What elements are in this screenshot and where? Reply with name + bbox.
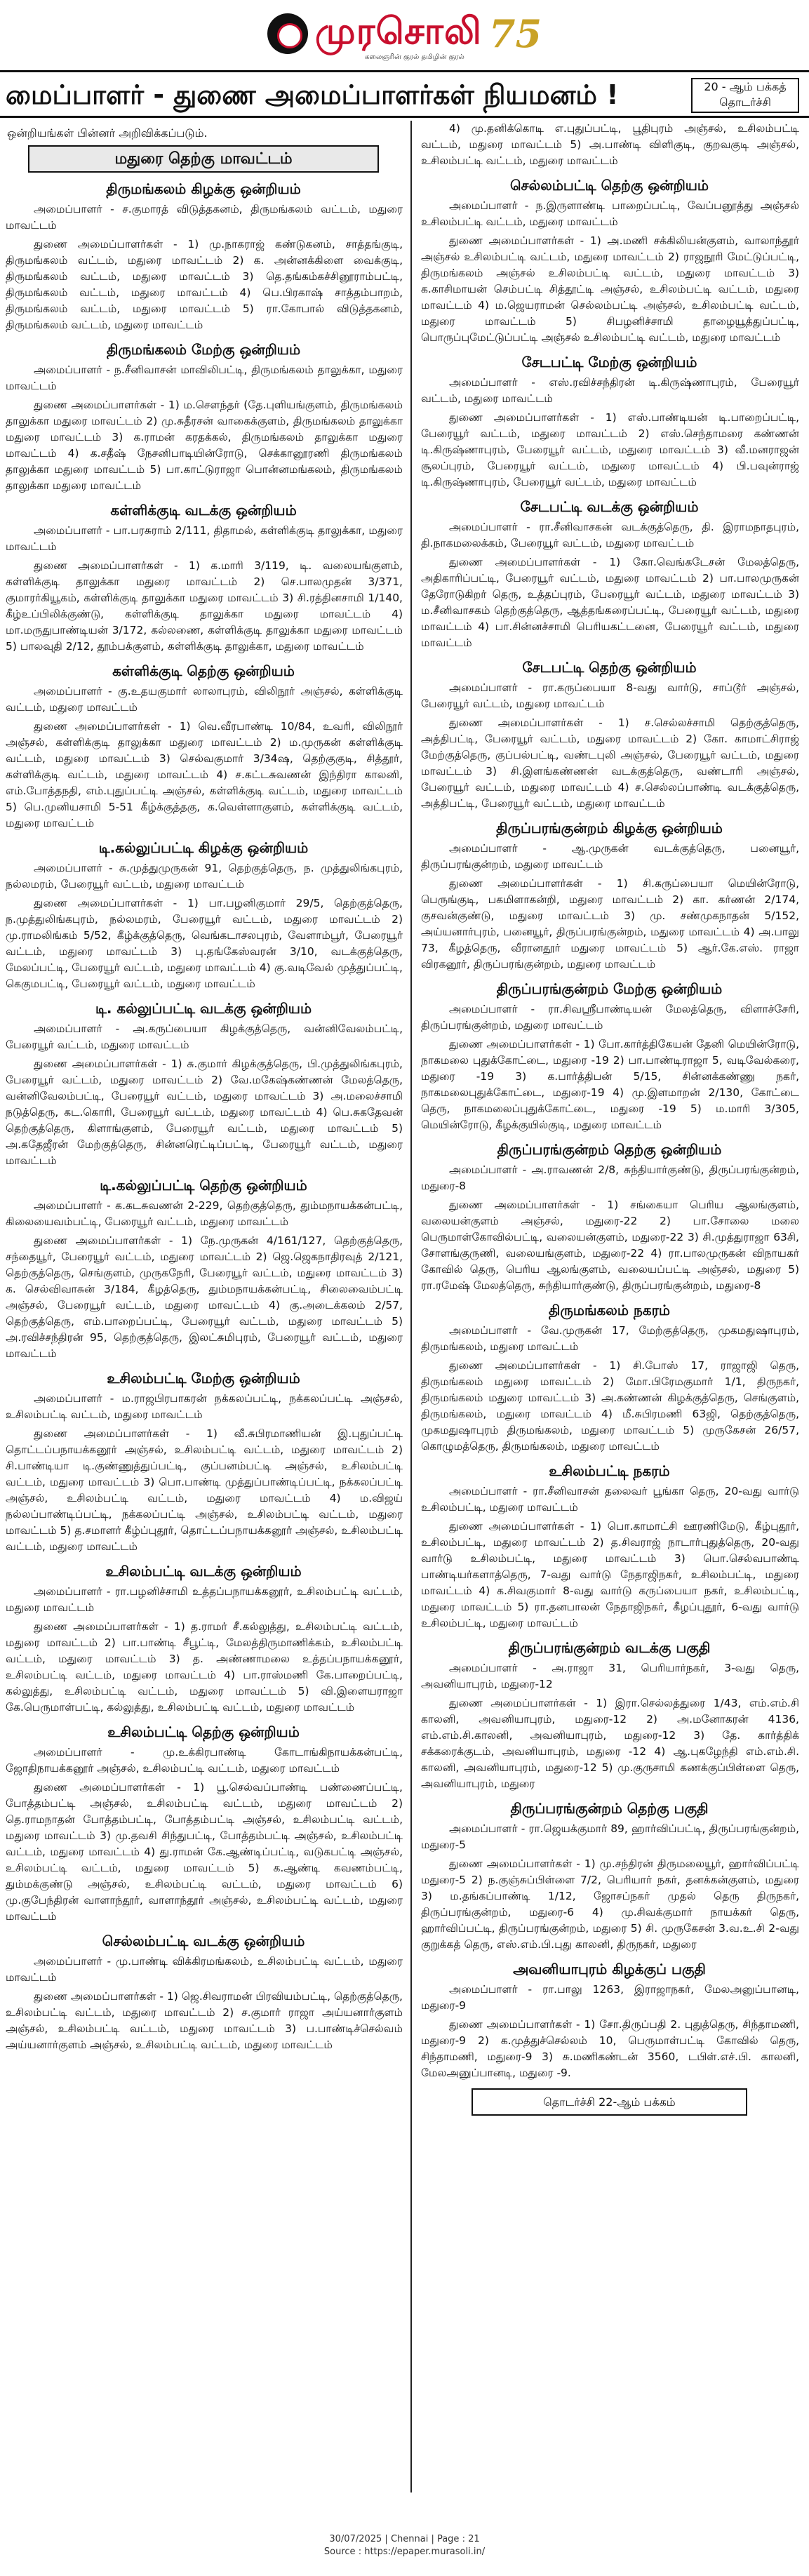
deputy-organizers-paragraph: துணை அமைப்பாளர்கள் - 1) பொ.காமாட்சி ஊரணிமேடு, கீழ்புதூர், உசிலம்பட்டி, மதுரை மாவட்டம் 2) த.சிவராஜ் நாடார்புதுத்தெரு, 20-வது வார்டு உசிலம்பட்டி, மதுரை மாவட்டம் 3) பொ.செல்வபாண்டி பாண்டியர்களாத்தெரு, 7-வது வார்டு நேதாஜிநகர், உசிலம்பட்டி, மதுரை மாவட்டம் 4) க.சிவகுமார் 8-வது வார்டு கருப்பையா நகர், உசிலம்பட்டி, மதுரை மாவட்டம் 5) ரா.தனபாலன் நேதாஜிநகர், கீழப்புதூர், 6-வது வார்டு உசிலம்பட்டி, மதுரை மாவட்டம் xyxy=(421,1520,799,1629)
organizer-paragraph: அமைப்பாளர் - ச.குமாரத் விடுத்தகனம், திருமங்கலம் வட்டம், மதுரை மாவட்டம் xyxy=(6,203,403,232)
masthead-tagline: கலைஞரின் குரல் தமிழின் குரல் xyxy=(365,53,464,61)
deputy-organizers-paragraph: துணை அமைப்பாளர்கள் - 1) ம.செளந்தர் (தே.புளியங்குளம், திருமங்கலம் தாலுக்கா மதுரை மாவட்டம் 2) மு.சுதீரசன் வாகைக்குளம், திருமங்கலம் தாலுக்கா மதுரை மாவட்டம் 3) க.ராமன் கரதக்கல், திருமங்கலம் தாலுக்கா மதுரை மாவட்டம் 4) க.சதீஷ் நேசனிபாடியின்ரோடு, செக்கானூரணி திருமங்கலம் தாலுக்கா மதுரை மாவட்டம் 5) பா.காட்டுராஜா பொன்னமங்கலம், திருமங்கலம் தாலுக்கா மதுரை மாவட்டம் xyxy=(6,399,403,492)
deputy-organizers-paragraph: துணை அமைப்பாளர்கள் - 1) க.மாரி 3/119, டி. வலையங்குளம், கள்ளிக்குடி தாலுக்கா மதுரை மாவட்டம் 2) செ.பாலமுதன் 3/371, குமாரர்கியூகம், கள்ளிக்குடி தாலுக்கா மதுரை மாவட்டம் 3) சி.ரத்தினசாமி 1/140, கீழ்உப்பிலிக்குண்டு, கள்ளிக்குடி தாலுக்கா மதுரை மாவட்டம் 4) மா.மருதுபாண்டியன் 3/172, கல்லணை, கள்ளிக்குடி தாலுக்கா மதுரை மாவட்டம் 5) பாலவுதி 2/12, தூம்பக்குளம், கள்ளிக்குடி தாலுக்கா, மதுரை மாவட்டம் xyxy=(6,559,403,653)
deputy-organizers-paragraph: துணை அமைப்பாளர்கள் - 1) எஸ்.பாண்டியன் டி.பாறைப்பட்டி, பேரையூர் வட்டம், மதுரை மாவட்டம் 2) எஸ்.செந்தாமரை கண்ணன் டி.கிருஷ்ணாபுரம், பேரையூர் வட்டம், மதுரை மாவட்டம் 3) வீ.மனராஜன் சூலப்புரம், பேரையூர் வட்டம், மதுரை மாவட்டம் 4) பி.பவுன்ராஜ் டி.கிருஷ்ணாபுரம், பேரையூர் வட்டம், மதுரை மாவட்டம் xyxy=(421,411,799,488)
right-column xyxy=(415,121,803,2116)
left-column xyxy=(0,121,407,2056)
masthead xyxy=(0,0,809,67)
footer-source: Source : https://epaper.murasoli.in/ xyxy=(323,2547,486,2557)
continuation-line1: 20 - ஆம் பக்கத் xyxy=(704,80,787,93)
continuation-line2: தொடர்ச்சி xyxy=(719,95,771,109)
deputy-organizers-paragraph: துணை அமைப்பாளர்கள் - 1) சி.கருப்பையா மெயின்ரோடு, பெருங்குடி, பகமிளாகன்றி, மதுரை மாவட்டம் 2) கா. கர்ணன் 2/174, குசவன்குண்டு, மதுரை மாவட்டம் 3) மு. சண்முகநாதன் 5/152, அய்யனார்புரம், பனையூர், திருப்பரங்குன்றம், மதுரை மாவட்டம் 4) அ.பாலு 73, கீழத்தெரு, வீரானதூர் மதுரை மாவட்டம் 5) ஆர்.கே.எஸ். ராஜா விரகனூர், திருப்பரங்குன்றம், மதுரை மாவட்டம் xyxy=(421,877,799,970)
deputy-organizers-paragraph: துணை அமைப்பாளர்கள் - 1) சு.குமார் கிழக்குத்தெரு, பி.முத்துலிங்கபுரம், பேரையூர் வட்டம், மதுரை மாவட்டம் 2) வே.மகேஷ்கண்ணன் மேலத்தெரு, வன்னிவேலம்பட்டி, பேரையூர் வட்டம், மதுரை மாவட்டம் 3) அ.மலைச்சாமி நடுத்தெரு, கட.கொரி, பேரையூர் வட்டம், மதுரை மாவட்டம் 4) பெ.சுகதேவன் தெற்குத்தெரு, கிளாங்குளம், பேரையூர் வட்டம், மதுரை மாவட்டம் 5) அ.கதேஜீரன் மேற்குத்தெரு, சின்னரெட்டிப்பட்டி, பேரையூர் வட்டம், மதுரை மாவட்டம் xyxy=(6,1057,403,1167)
union-title: சேடபட்டி வடக்கு ஒன்றியம் xyxy=(520,498,699,515)
organizer-paragraph: அமைப்பாளர் - ரா.பழனிச்சாமி உத்தப்பநாயக்கனூர், உசிலம்பட்டி வட்டம், மதுரை மாவட்டம் xyxy=(6,1585,403,1614)
deputy-organizers-paragraph: துணை அமைப்பாளர்கள் - 1) போ.கார்த்திகேயன் தேனி மெயின்ரோடு, நாகமலை புதுக்கோட்டை, மதுரை -19 2) பா.பாண்டிராஜா 5, வடிவேல்கரை, மதுரை -19 3) க.பார்த்திபன் 5/15, சின்னக்கண்ணு நகர், நாகமலைபுதுக்கோட்டை, மதுரை-19 4) மு.இளமாறன் 2/130, கோட்டை தெரு, நாகமலைப்புதுக்கோட்டை, மதுரை -19 5) ம.மாரி 3/305, மெயின்ரோடு, கீழக்குயில்குடி, மதுரை மாவட்டம் xyxy=(421,1038,799,1131)
union-title: செல்லம்பட்டி தெற்கு ஒன்றியம் xyxy=(509,177,709,194)
deputy-organizers-paragraph: துணை அமைப்பாளர்கள் - 1) ஜெ.சிவராமன் பிரவியம்பட்டி, தெற்குத்தெரு, உசிலம்பட்டி வட்டம், மதுரை மாவட்டம் 2) ச.குமார் ராஜா அய்யனார்குளம் அஞ்சல், உசிலம்பட்டி வட்டம், மதுரை மாவட்டம் 3) ப.பாண்டிச்செல்வம் அய்யனார்குளம் அஞ்சல், உசிலம்பட்டி வட்டம், மதுரை மாவட்டம் xyxy=(6,1990,403,2051)
right-intro: 4) மு.தனிக்கொடி எ.புதுப்பட்டி, பூதிபுரம் அஞ்சல், உசிலம்பட்டி வட்டம், மதுரை மாவட்டம் 5) அ.பாண்டி விளிகுடி, குறவகுடி அஞ்சல், உசிலம்பட்டி வட்டம், மதுரை மாவட்டம் xyxy=(421,122,799,167)
party-emblem-icon xyxy=(267,13,308,54)
organizer-paragraph: அமைப்பாளர் - அ.கருப்பையா கிழக்குத்தெரு, வன்னிவேலம்பட்டி, பேரையூர் வட்டம், மதுரை மாவட்டம் xyxy=(6,1022,403,1051)
organizer-paragraph: அமைப்பாளர் - எஸ்.ரவிச்சந்திரன் டி.கிருஷ்ணாபுரம், பேரையூர் வட்டம், மதுரை மாவட்டம் xyxy=(421,376,799,405)
deputy-organizers-paragraph: துணை அமைப்பாளர்கள் - 1) சங்கையா பெரிய ஆலங்குளம், வலையன்குளம் அஞ்சல், மதுரை-22 2) பா.சோலை மலை பெருமாள்கோவில்பட்டி, வலையன்குளம், மதுரை-22 3) சி.முத்துராஜா 63சி, சோளங்குருணி, வலையங்குளம், மதுரை-22 4) ரா.பாலமுருகன் விநாயகர் கோவில் தெரு, பெரிய ஆலங்குளம், வலையப்பட்டி அஞ்சல், மதுரை 5) ரா.ரமேஷ் மேலத்தெரு, சுந்தியார்குண்டு, திருப்பரங்குன்றம், மதுரை-8 xyxy=(421,1199,799,1292)
left-sections xyxy=(0,181,407,2053)
organizer-paragraph: அமைப்பாளர் - ரா.பாலு 1263, இராஜாநகர், மேலஅனுப்பானடி, மதுரை-9 xyxy=(421,1983,799,2012)
district-heading: மதுரை தெற்கு மாவட்டம் xyxy=(28,145,379,173)
union-title: சேடபட்டி தெற்கு ஒன்றியம் xyxy=(522,659,697,676)
newspaper-name: முரசொலி xyxy=(314,10,482,53)
headline-bar xyxy=(0,70,809,118)
union-title: திருமங்கலம் கிழக்கு ஒன்றியம் xyxy=(106,180,301,197)
union-title: கள்ளிக்குடி தெற்கு ஒன்றியம் xyxy=(112,662,295,679)
organizer-paragraph: அமைப்பாளர் - பா.பரசுராம் 2/111, திதாமல், கள்ளிக்குடி தாலுக்கா, மதுரை மாவட்டம் xyxy=(6,524,403,553)
masthead-logo xyxy=(267,10,542,58)
deputy-organizers-paragraph: துணை அமைப்பாளர்கள் - 1) அ.மணி சக்கிலியன்குளம், வாலாந்தூர் அஞ்சல் உசிலம்பட்டி வட்டம், மதுரை மாவட்டம் 2) ராஜநூரி மேட்டுப்பட்டி, திருமங்கலம் அஞ்சல் உசிலம்பட்டி வட்டம், மதுரை மாவட்டம் 3) க.காசிமாயன் செம்பட்டி சித்தூட்டி அஞ்சல், உசிலம்பட்டி வட்டம், மதுரை மாவட்டம் 4) ம.ஜெயராமன் செல்லம்பட்டி அஞ்சல், உசிலம்பட்டி வட்டம், மதுரை மாவட்டம் 5) சிபழனிச்சாமி தாழையூத்துப்பட்டி, பொருப்புமேட்டுப்பட்டி அஞ்சல் உசிலம்பட்டி வட்டம், மதுரை மாவட்டம் xyxy=(421,234,799,344)
organizer-paragraph: அமைப்பாளர் - அ.ராஜா 31, பெரியார்நகர், 3-வது தெரு, அவனியாபுரம், மதுரை-12 xyxy=(421,1662,799,1690)
organizer-paragraph: அமைப்பாளர் - மு.பாண்டி விக்கிரமங்கலம், உசிலம்பட்டி வட்டம், மதுரை மாவட்டம் xyxy=(6,1955,403,1984)
union-title: திருப்பரங்குன்றம் கிழக்கு ஒன்றியம் xyxy=(496,820,723,836)
union-title: அவனியாபுரம் கிழக்குப் பகுதி xyxy=(513,1961,706,1977)
organizer-paragraph: அமைப்பாளர் - ரா.சீனிவாசகன் வடக்குத்தெரு, தி. இராமநாதபுரம், தி.நாகமலைக்கம், பேரையூர் வட்டம், மதுரை மாவட்டம் xyxy=(421,521,799,549)
deputy-organizers-paragraph: துணை அமைப்பாளர்கள் - 1) மு.சந்திரன் திருமலையூர், ஹார்விப்பட்டி மதுரை-5 2) ந.குஞ்சுப்பிள்ளை 7/2, பெரியார் நகர், தனக்கன்குளம், மதுரை 3) ம.தங்கப்பாண்டி 1/12, ஜோசப்நகர் முதல் தெரு திருநகர், திருப்பரங்குன்றம், மதுரை-6 4) மு.சிவக்குமார் நாயக்கர் தெரு, ஹார்விப்பட்டி, திருப்பரங்குன்றம், மதுரை 5) சி. முருகேசன் 3.வ.உ.சி 2-வது குறுக்கத் தெரு, எஸ்.எம்.பி.புது காலனி, திருநகர், மதுரை xyxy=(421,1857,799,1951)
deputy-organizers-paragraph: துணை அமைப்பாளர்கள் - 1) த.ராமர் சீ.கல்லுத்து, உசிலம்பட்டி வட்டம், மதுரை மாவட்டம் 2) பா.பாண்டி சீபூட்டி, மேலத்திருமாணிக்கம், உசிலம்பட்டி வட்டம், மதுரை மாவட்டம் 3) த. அண்ணாமலை உத்தப்பநாயக்கனூர், உசிலம்பட்டி வட்டம், மதுரை மாவட்டம் 4) பா.ராஸ்மணி கே.பாறைப்பட்டி, கல்லுத்து, உசிலம்பட்டி வட்டம், மதுரை மாவட்டம் 5) வி.இளையராஜா கே.பெருமாள்பட்டி, கல்லுத்து, உசிலம்பட்டி வட்டம், மதுரை மாவட்டம் xyxy=(6,1620,403,1714)
organizer-paragraph: அமைப்பாளர் - ஆ.முருகன் வடக்குத்தெரு, பனையூர், திருப்பரங்குன்றம், மதுரை மாவட்டம் xyxy=(421,842,799,871)
deputy-organizers-paragraph: துணை அமைப்பாளர்கள் - 1) மு.நாகராஜ் கண்டுகனம், சாத்தங்குடி, திருமங்கலம் வட்டம், மதுரை மாவட்டம் 2) க. அன்னக்கிளை வைக்குடி, திருமங்கலம் வட்டம், மதுரை மாவட்டம் 3) தெ.தங்கம்கச்சினூராம்பட்டி, திருமங்கலம் வட்டம், மதுரை மாவட்டம் 4) பெ.பிரகாஷ் சாத்தம்பாறம், திருமங்கலம் வட்டம், மதுரை மாவட்டம் 5) ரா.கோபால் விடுத்தகனம், திருமங்கலம் வட்டம், மதுரை மாவட்டம் xyxy=(6,238,403,331)
organizer-paragraph: அமைப்பாளர் - ந.இருளாண்டி பாறைப்பட்டி, வேப்பனூத்து அஞ்சல் உசிலம்பட்டி வட்டம், மதுரை மாவட்டம் xyxy=(421,199,799,228)
union-title: டி.கல்லுப்பட்டி கிழக்கு ஒன்றியம் xyxy=(98,839,309,856)
union-title: திருப்பரங்குன்றம் மேற்கு ஒன்றியம் xyxy=(496,980,723,997)
deputy-organizers-paragraph: துணை அமைப்பாளர்கள் - 1) பூ.செல்வப்பாண்டி பண்ணைப்பட்டி, போத்தம்பட்டி அஞ்சல், உசிலம்பட்டி வட்டம், மதுரை மாவட்டம் 2) தெ.ராமநாதன் போத்தம்பட்டி, போத்தம்பட்டி அஞ்சல், உசிலம்பட்டி வட்டம், மதுரை மாவட்டம் 3) மு.தவசி சிந்துபட்டி, போத்தம்பட்டி அஞ்சல், உசிலம்பட்டி வட்டம், மதுரை மாவட்டம் 4) து.ராமன் கே.ஆண்டிப்பட்டி, வடுகபட்டி அஞ்சல், உசிலம்பட்டி வட்டம், மதுரை மாவட்டம் 5) க.ஆண்டி கவணம்பட்டி, தும்மக்குண்டு அஞ்சல், உசிலம்பட்டி வட்டம், மதுரை மாவட்டம் 6) மு.குபேந்திரன் வாளாந்தூர், வாளாந்தூர் அஞ்சல், உசிலம்பட்டி வட்டம், மதுரை மாவட்டம் xyxy=(6,1781,403,1923)
organizer-paragraph: அமைப்பாளர் - கு.உதயகுமார் லாலாபுரம், விலிநூர் அஞ்சல், கள்ளிக்குடி வட்டம், மதுரை மாவட்டம் xyxy=(6,685,403,714)
union-title: செல்லம்பட்டி வடக்கு ஒன்றியம் xyxy=(102,1933,305,1949)
organizer-paragraph: அமைப்பாளர் - ம.ராஜபிரபாகரன் நக்கலப்பட்டி, நக்கலப்பட்டி அஞ்சல், உசிலம்பட்டி வட்டம், மதுரை மாவட்டம் xyxy=(6,1392,403,1421)
continuation-footer: தொடர்ச்சி 22-ஆம் பக்கம் xyxy=(472,2088,747,2116)
union-title: கள்ளிக்குடி வடக்கு ஒன்றியம் xyxy=(110,502,297,519)
organizer-paragraph: அமைப்பாளர் - ரா.கருப்பையா 8-வது வார்டு, சாப்டூர் அஞ்சல், பேரையூர் வட்டம், மதுரை மாவட்டம் xyxy=(421,681,799,710)
union-title: திருப்பரங்குன்றம் தெற்கு ஒன்றியம் xyxy=(497,1141,722,1158)
union-title: டி.கல்லுப்பட்டி தெற்கு ஒன்றியம் xyxy=(100,1177,307,1194)
organizer-paragraph: அமைப்பாளர் - அ.ராவணன் 2/8, சுந்தியார்குண்டு, திருப்பரங்குன்றம், மதுரை-8 xyxy=(421,1163,799,1192)
union-title: திருப்பரங்குன்றம் தெற்கு பகுதி xyxy=(510,1800,709,1817)
union-title: உசிலம்பட்டி நகரம் xyxy=(549,1462,670,1479)
union-title: திருமங்கலம் மேற்கு ஒன்றியம் xyxy=(106,341,301,358)
union-title: உசிலம்பட்டி தெற்கு ஒன்றியம் xyxy=(107,1723,300,1740)
deputy-organizers-paragraph: துணை அமைப்பாளர்கள் - 1) இரா.செல்லத்துரை 1/43, எம்.எம்.சி காலனி, அவனியாபுரம், மதுரை-12 2) அ.மனோகரன் 4136, எம்.எம்.சி.காலனி, அவனியாபுரம், மதுரை-12 3) தே. கார்த்திக் சக்கரைக்குடம், அவனியாபுரம், மதுரை -12 4) ஆ.புகழேந்தி எம்.எம்.சி. காலனி, அவனியாபுரம், மதுரை-12 5) மு.குருசாமி கணக்குப்பிள்ளை தெரு, அவனியாபுரம், மதுரை xyxy=(421,1697,799,1790)
page-footer xyxy=(0,2533,809,2558)
organizer-paragraph: அமைப்பாளர் - வே.முருகன் 17, மேற்குத்தெரு, முகமதுஷாபுரம், திருமங்கலம், மதுரை மாவட்டம் xyxy=(421,1324,799,1353)
left-intro: ஒன்றியங்கள் பின்னர் அறிவிக்கப்படும். xyxy=(7,126,208,140)
organizer-paragraph: அமைப்பாளர் - க.கடசுவணன் 2-229, தெற்குத்தெரு, தும்மநாயக்கன்பட்டி, கிலையைவம்பட்டி, பேரையூர் வட்டம், மதுரை மாவட்டம் xyxy=(6,1199,403,1228)
right-sections xyxy=(415,178,803,2081)
organizer-paragraph: அமைப்பாளர் - ரா.ஜெயக்குமார் 89, ஹார்விப்பட்டி, திருப்பரங்குன்றம், மதுரை-5 xyxy=(421,1822,799,1851)
organizer-paragraph: அமைப்பாளர் - ந.சீனிவாசன் மாவிலிபட்டி, திருமங்கலம் தாலுக்கா, மதுரை மாவட்டம் xyxy=(6,363,403,392)
deputy-organizers-paragraph: துணை அமைப்பாளர்கள் - 1) ச.செல்லச்சாமி தெற்குத்தெரு, அத்திபட்டி, பேரையூர் வட்டம், மதுரை மாவட்டம் 2) கோ. காமாட்சிராஜ் மேற்குத்தெரு, குப்பல்பட்டி, வண்டபுலி அஞ்சல், பேரையூர் வட்டம், மதுரை மாவட்டம் 3) சி.இளங்கண்ணன் வடக்குத்தெரு, வண்டாரி அஞ்சல், பேரையூர் வட்டம், மதுரை மாவட்டம் 4) ச.செல்லப்பாண்டி வடக்குத்தெரு, அத்திபட்டி, பேரையூர் வட்டம், மதுரை மாவட்டம் xyxy=(421,716,799,810)
deputy-organizers-paragraph: துணை அமைப்பாளர்கள் - 1) வெ.வீரபாண்டி 10/84, உவரி, விலிநூர் அஞ்சல், கள்ளிக்குடி தாலுக்கா மதுரை மாவட்டம் 2) ம.முருகன் கள்ளிக்குடி வட்டம், மதுரை மாவட்டம் 3) செல்வகுமார் 3/34ஷ, தெற்குகுடி, சித்தூர், கள்ளிக்குடி வட்டம், மதுரை மாவட்டம் 4) ச.கட்டசுவணன் இந்திரா காலனி, எம்.போத்தநதி, எம்.புதுப்பட்டி அஞ்சல், கள்ளிக்குடி வட்டம், மதுரை மாவட்டம் 5) பெ.முனியசாமி 5-51 கீழ்க்குத்தகு, க.வெள்ளாகுளம், கள்ளிக்குடி வட்டம், மதுரை மாவட்டம் xyxy=(6,720,403,829)
column-divider xyxy=(410,121,412,2492)
deputy-organizers-paragraph: துணை அமைப்பாளர்கள் - 1) நே.முருகன் 4/161/127, தெற்குத்தெரு, சந்தையூர், பேரையூர் வட்டம், மதுரை மாவட்டம் 2) ஜெ.ஜெகநாதிரவுத் 2/121, தெற்குத்தெரு, செங்குளம், முருகநேரி, பேரையூர் வட்டம், மதுரை மாவட்டம் 3) க. செல்விவாசுன் 3/184, கீழத்தெரு, தும்மநாயக்கன்பட்டி, சிலைவைம்பட்டி அஞ்சல், பேரையூர் வட்டம், மதுரை மாவட்டம் 4) கு.அடைக்கலம் 2/57, தெற்குத்தெரு, எம்.பாறைப்பட்டி, பேரையூர் வட்டம், மதுரை மாவட்டம் 5) அ.ரவிச்சந்திரன் 95, தெற்குத்தெரு, இலட்சுமிபுரம், பேரையூர் வட்டம், மதுரை மாவட்டம் xyxy=(6,1234,403,1360)
anniversary-badge: 75 xyxy=(488,11,542,56)
organizer-paragraph: அமைப்பாளர் - சு.முத்துமுருகன் 91, தெற்குத்தெரு, ந. முத்துலிங்கபுரம், நல்லமரம், பேரையூர் வட்டம், மதுரை மாவட்டம் xyxy=(6,862,403,890)
union-title: டி. கல்லுப்பட்டி வடக்கு ஒன்றியம் xyxy=(95,1000,312,1017)
union-title: சேடபட்டி மேற்கு ஒன்றியம் xyxy=(521,354,697,371)
deputy-organizers-paragraph: துணை அமைப்பாளர்கள் - 1) வீ.சுபிரமாணியன் இ.புதுப்பட்டி தொட்டப்பநாயக்கனூர் அஞ்சல், உசிலம்பட்டி வட்டம், மதுரை மாவட்டம் 2) சி.பாண்டியா டி.குண்ணுத்துப்பட்டி, குப்பனம்பட்டி அஞ்சல், உசிலம்பட்டி வட்டம், மதுரை மாவட்டம் 3) பொ.பாண்டி முத்துப்பாண்டிப்பட்டி, நக்கலப்பட்டி அஞ்சல், உசிலம்பட்டி வட்டம், மதுரை மாவட்டம் 4) ம.விஜய் நல்லப்பாண்டிப்பட்டி, நக்கலப்பட்டி அஞ்சல், உசிலம்பட்டி வட்டம், மதுரை மாவட்டம் 5) த.சமாளர் கீழ்ப்புதூர், தொட்டப்பநாயக்கனூர் அஞ்சல், உசிலம்பட்டி வட்டம், மதுரை மாவட்டம் xyxy=(6,1427,403,1553)
deputy-organizers-paragraph: துணை அமைப்பாளர்கள் - 1) கோ.வெங்கடேசன் மேலத்தெரு, அதிகாரிப்பட்டி, பேரையூர் வட்டம், மதுரை மாவட்டம் 2) பா.பாலமுருகன் தேரோடுகிறர் தெரு, உத்தப்புரம், பேரையூர் வட்டம், மதுரை மாவட்டம் 3) ம.சீனிவாசகம் தெற்குத்தெரு, ஆத்தங்கரைப்பட்டி, பேரையூர் வட்டம், மதுரை மாவட்டம் 4) பா.சின்னச்சாமி பெரியகட்டனை, பேரையூர் வட்டம், மதுரை மாவட்டம் xyxy=(421,556,799,649)
union-title: திருப்பரங்குன்றம் வடக்கு பகுதி xyxy=(508,1639,711,1656)
deputy-organizers-paragraph: துணை அமைப்பாளர்கள் - 1) சி.போஸ் 17, ராஜாஜி தெரு, திருமங்கலம் மதுரை மாவட்டம் 2) மோ.பிரேமகுமார் 1/1, திருநகர், திருமங்கலம் மதுரை மாவட்டம் 3) அ.கண்ணன் கிழக்குத்தெரு, செங்குளம், திருமங்கலம், மதுரை மாவட்டம் 4) மீ.சுபிரமணி 63ஜி, தெற்குத்தெரு, முகமதுஷாபுரம் திருமங்கலம், மதுரை மாவட்டம் 5) முருகேசன் 26/57, கொழுமத்தெரு, திருமங்கலம், மதுரை மாவட்டம் xyxy=(421,1359,799,1453)
deputy-organizers-paragraph: துணை அமைப்பாளர்கள் - 1) பா.பழனிகுமார் 29/5, தெற்குத்தெரு, ந.முத்துலிங்கபுரம், நல்லமரம், பேரையூர் வட்டம், மதுரை மாவட்டம் 2) மு.ராமலிங்கம் 5/52, கீழ்க்குத்தெரு, வெங்கடாசலபுரம், வேளாம்பூர், பேரையூர் வட்டம், மதுரை மாவட்டம் 3) பு.தங்கேஸ்வரன் 3/10, வடக்குத்தெரு, மேலப்பட்டி, பேரையூர் வட்டம், மதுரை மாவட்டம் 4) கு.வடிவேல் முத்துப்பட்டி, கெகுமபட்டி, பேரையூர் வட்டம், மதுரை மாவட்டம் xyxy=(6,897,403,990)
continuation-box xyxy=(691,78,799,113)
headline: மைப்பாளர் - துணை அமைப்பாளர்கள் நியமனம் ! xyxy=(6,79,619,110)
footer-date: 30/07/2025 | Chennai | Page : 21 xyxy=(329,2534,480,2544)
deputy-organizers-paragraph: துணை அமைப்பாளர்கள் - 1) சோ.திருப்பதி 2. புதுத்தெரு, சிந்தாமணி, மதுரை-9 2) க.முத்துச்செல்லம் 10, பெருமாள்பட்டி கோவில் தெரு, சிந்தாமணி, மதுரை-9 3) சு.மணிகண்டன் 3560, டபிள்.எச்.பி. காலனி, மேலஅனுப்பானடி, மதுரை -9. xyxy=(421,2018,799,2079)
organizer-paragraph: அமைப்பாளர் - மு.உக்கிரபாண்டி கோடாங்கிநாயக்கன்பட்டி, ஜோதிநாயக்கனூர் அஞ்சல், உசிலம்பட்டி வட்டம், மதுரை மாவட்டம் xyxy=(6,1746,403,1775)
organizer-paragraph: அமைப்பாளர் - ரா.சீனிவாசன் தலைவர் பூங்கா தெரு, 20-வது வார்டு உசிலம்பட்டி, மதுரை மாவட்டம் xyxy=(421,1485,799,1514)
union-title: திருமங்கலம் நகரம் xyxy=(548,1302,671,1319)
union-title: உசிலம்பட்டி மேற்கு ஒன்றியம் xyxy=(107,1370,300,1387)
organizer-paragraph: அமைப்பாளர் - ரா.சிவஸ்ரீபாண்டியன் மேலத்தெரு, விளாச்சேரி, திருப்பரங்குன்றம், மதுரை மாவட்டம் xyxy=(421,1003,799,1032)
union-title: உசிலம்பட்டி வடக்கு ஒன்றியம் xyxy=(105,1563,302,1580)
